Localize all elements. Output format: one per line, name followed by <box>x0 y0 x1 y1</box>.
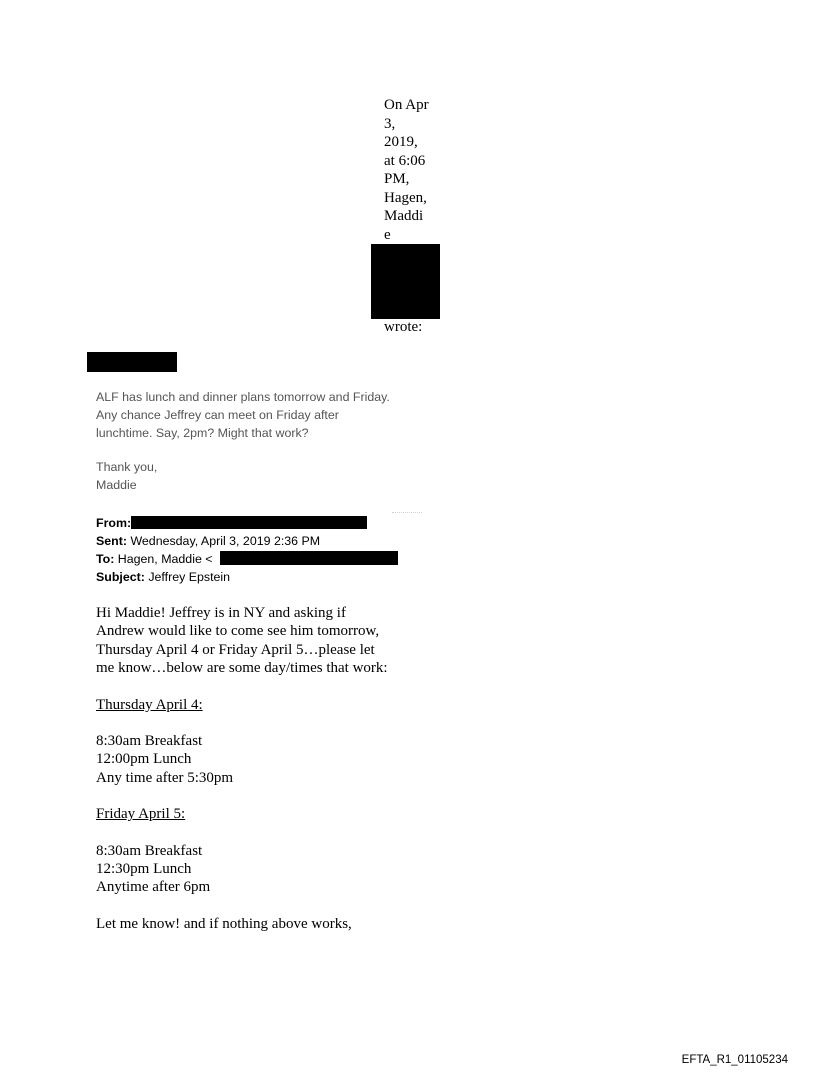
subject-label: Subject: <box>96 570 145 584</box>
sent-value: Wednesday, April 3, 2019 2:36 PM <box>130 534 321 548</box>
quote-line: On Apr <box>384 97 429 113</box>
quote-line: Maddi <box>384 208 424 224</box>
divider <box>392 512 422 513</box>
email-body <box>96 604 396 933</box>
time-slot: 12:00pm Lunch <box>96 751 192 768</box>
to-label: To: <box>96 552 115 566</box>
quote-line: PM, <box>384 171 410 187</box>
time-slot: Any time after 5:30pm <box>96 769 234 786</box>
redaction-box <box>131 516 367 529</box>
quote-line: 3, <box>384 115 396 132</box>
reply-signature: Maddie <box>96 478 137 492</box>
day2-heading: Friday April 5: <box>96 806 186 823</box>
quote-line: e <box>384 226 391 243</box>
reply-paragraph: ALF has lunch and dinner plans tomorrow and Friday. Any chance Jeffrey can meet on Friday after lunchtime. Say, 2pm? Might that work? <box>96 390 390 440</box>
document-id: EFTA_R1_01105234 <box>681 1054 788 1066</box>
sent-label: Sent: <box>96 534 127 548</box>
time-slot: 8:30am Breakfast <box>96 733 203 750</box>
quote-wrote: wrote: <box>384 319 423 335</box>
day1-slots <box>96 732 396 787</box>
subject-row <box>96 568 496 586</box>
time-slot: 12:30pm Lunch <box>96 861 192 878</box>
quote-line: Hagen, <box>384 189 427 206</box>
redaction-box <box>87 352 177 372</box>
body-closing: Let me know! and if nothing above works, <box>96 915 352 932</box>
reply-closing: Thank you, <box>96 460 158 474</box>
time-slot: 8:30am Breakfast <box>96 842 203 859</box>
time-slot: Anytime after 6pm <box>96 879 211 896</box>
quote-line: 2019, <box>384 134 418 150</box>
reply-message <box>96 388 396 494</box>
day1-heading: Thursday April 4: <box>96 696 203 713</box>
from-label: From: <box>96 516 132 530</box>
redaction-box <box>371 244 440 319</box>
redaction-box <box>220 551 398 565</box>
body-intro: Hi Maddie! Jeffrey is in NY and asking if Andrew would like to come see him tomorrow, Thursday April 4 or Friday April 5…please let me know…below are some day/times that work: <box>96 605 388 677</box>
quote-attribution <box>384 96 440 244</box>
subject-value: Jeffrey Epstein <box>148 570 231 584</box>
to-value: Hagen, Maddie < <box>117 552 213 566</box>
day2-slots <box>96 842 396 897</box>
sent-row <box>96 532 496 550</box>
quote-line: at 6:06 <box>384 152 426 169</box>
